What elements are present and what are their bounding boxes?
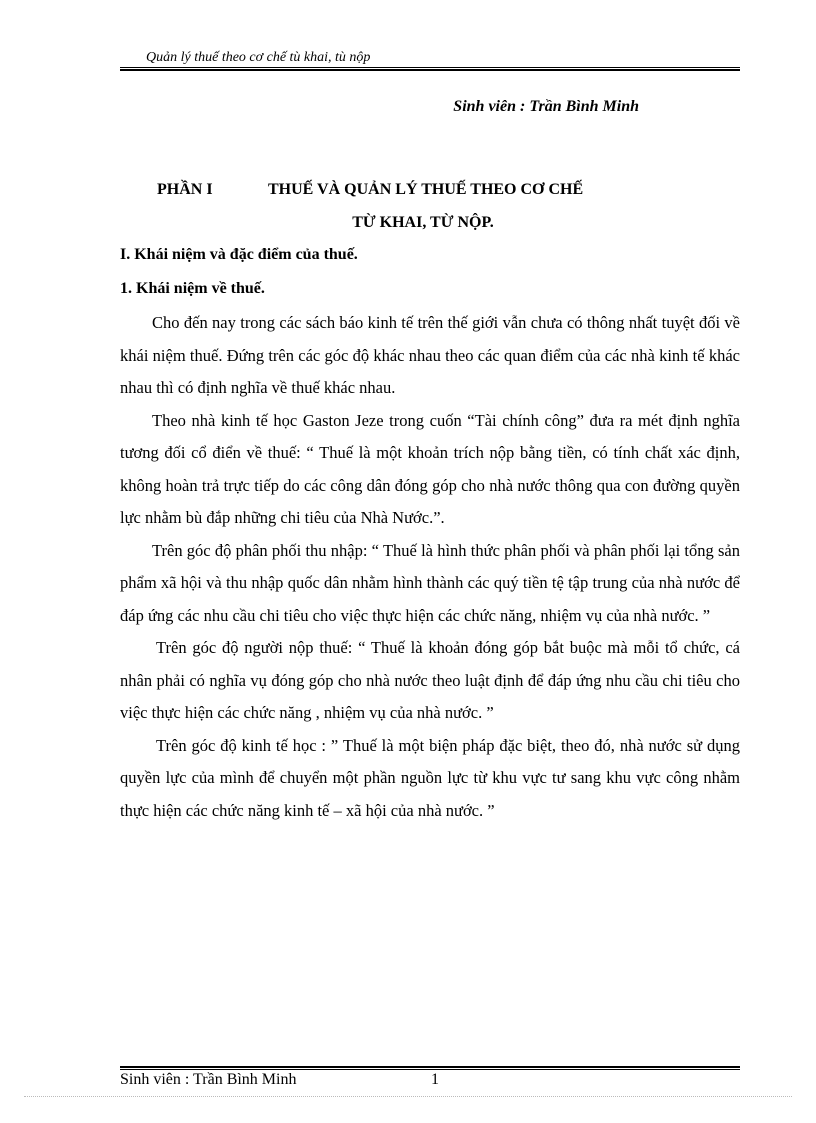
body-text — [120, 307, 740, 827]
paragraph: Trên góc độ phân phối thu nhập: “ Thuế là hình thức phân phối và phân phối lại tổng sản phẩm xã hội và thu nhập quốc dân nhằm hình thành các quý tiền tệ tập trung của nhà nước để đáp ứng các nhu cầu chi tiêu cho việc thực hiện các chức năng, nhiệm vụ của nhà nước. ” — [120, 540, 740, 625]
page-number: 1 — [431, 1071, 439, 1088]
part-title-line2-wrap — [0, 214, 816, 232]
part-heading — [157, 181, 583, 199]
paragraph: Theo nhà kinh tế học Gaston Jeze trong cuốn “Tài chính công” đưa ra mét định nghĩa tương đối cổ điển về thuế: “ Thuế là một khoản trích nộp bằng tiền, có tính chất xác định, không hoàn trả trực tiếp do các công dân đóng góp cho nhà nước thông qua con đường quyền lực nhằm bù đắp những chi tiêu của Nhà Nước.”. — [120, 410, 740, 527]
part-title-line1: THUẾ VÀ QUẢN LÝ THUẾ THEO CƠ CHẾ — [268, 181, 584, 198]
footer-rule-thin — [120, 1069, 740, 1070]
student-name-header: Sinh viên : Trần Bình Minh — [453, 98, 639, 115]
footer-student: Sinh viên : Trần Bình Minh — [120, 1071, 297, 1088]
paragraph: Cho đến nay trong các sách báo kinh tế trên thế giới vẫn chưa có thông nhất tuyệt đối về khái niệm thuế. Đứng trên các góc độ khác nhau theo các quan điểm của các nhà kinh tế khác nhau thì có định nghĩa về thuế khác nhau. — [120, 313, 740, 397]
subsection-heading: 1. Khái niệm về thuế. — [120, 280, 265, 297]
part-title-line2: TỪ KHAI, TỪ NỘP. — [352, 214, 494, 231]
section-heading: I. Khái niệm và đặc điểm của thuế. — [120, 246, 358, 263]
running-header: Quản lý thuế theo cơ chế tù khai, tù nộp — [146, 50, 371, 65]
header-rule-thick — [120, 69, 740, 71]
paragraph: Trên góc độ người nộp thuế: “ Thuế là khoản đóng góp bắt buộc mà mỗi tổ chức, cá nhân phải có nghĩa vụ đóng góp cho nhà nước theo luật định để đáp ứng nhu cầu chi tiêu cho việc thực hiện các chức năng , nhiệm vụ của nhà nước. ” — [120, 638, 740, 722]
paragraph: Trên góc độ kinh tế học : ” Thuế là một biện pháp đặc biệt, theo đó, nhà nước sử dụng quyền lực của mình để chuyển một phần nguồn lực từ khu vực tư sang khu vực công nhằm thực hiện các chức năng kinh tế – xã hội của nhà nước. ” — [120, 735, 740, 820]
page-bottom-dotted-line — [24, 1096, 792, 1097]
footer-rule-thick — [120, 1066, 740, 1068]
part-label: PHẦN I — [157, 181, 213, 198]
header-rule-thin — [120, 67, 740, 68]
